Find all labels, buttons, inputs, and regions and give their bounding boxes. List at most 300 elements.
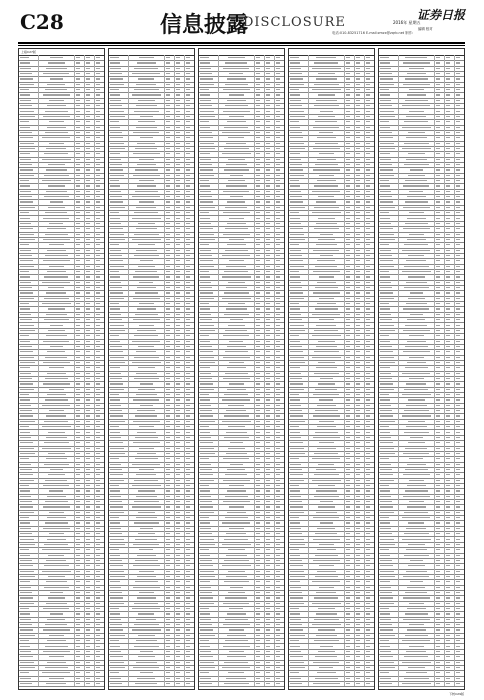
text-stroke xyxy=(76,255,80,256)
text-stroke xyxy=(44,276,68,277)
text-stroke xyxy=(140,383,153,384)
text-stroke xyxy=(200,212,209,213)
text-stroke xyxy=(96,522,100,523)
text-stroke xyxy=(20,239,35,240)
text-stroke xyxy=(176,480,180,481)
text-stroke xyxy=(276,191,280,192)
text-stroke xyxy=(186,357,190,358)
text-stroke xyxy=(186,207,190,208)
text-stroke xyxy=(276,373,280,374)
text-stroke xyxy=(200,169,213,170)
text-stroke xyxy=(86,175,90,176)
text-stroke xyxy=(276,212,280,213)
text-stroke xyxy=(110,180,119,181)
text-stroke xyxy=(136,228,157,229)
text-stroke xyxy=(76,603,80,604)
text-stroke xyxy=(76,629,80,630)
text-stroke xyxy=(43,218,69,219)
text-stroke xyxy=(110,169,123,170)
text-stroke xyxy=(266,276,270,277)
text-stroke xyxy=(86,159,90,160)
text-stroke xyxy=(200,405,211,406)
text-stroke xyxy=(110,239,125,240)
text-stroke xyxy=(230,442,243,443)
text-stroke xyxy=(276,148,280,149)
text-stroke xyxy=(225,330,247,331)
text-stroke xyxy=(186,672,190,673)
text-stroke xyxy=(86,474,90,475)
text-stroke xyxy=(276,89,280,90)
text-stroke xyxy=(20,367,30,368)
text-stroke xyxy=(110,383,123,384)
text-stroke xyxy=(110,196,122,197)
text-stroke xyxy=(96,357,100,358)
text-stroke xyxy=(110,367,120,368)
text-stroke xyxy=(186,68,190,69)
text-stroke xyxy=(166,651,170,652)
text-stroke xyxy=(136,496,157,497)
text-stroke xyxy=(276,357,280,358)
text-stroke xyxy=(50,613,64,614)
text-stroke xyxy=(76,437,80,438)
text-stroke xyxy=(76,175,80,176)
text-stroke xyxy=(76,464,80,465)
text-stroke xyxy=(137,555,155,556)
text-stroke xyxy=(200,314,211,315)
column-head: 上接C27版 xyxy=(19,49,104,56)
text-stroke xyxy=(166,239,170,240)
text-stroke xyxy=(166,196,170,197)
text-stroke xyxy=(76,357,80,358)
text-stroke xyxy=(76,485,80,486)
text-stroke xyxy=(20,651,31,652)
text-stroke xyxy=(226,453,248,454)
text-stroke xyxy=(226,287,247,288)
text-stroke xyxy=(227,389,247,390)
text-stroke xyxy=(110,191,121,192)
text-stroke xyxy=(200,490,210,491)
text-stroke xyxy=(228,282,244,283)
text-stroke xyxy=(166,683,170,684)
text-stroke xyxy=(96,651,100,652)
text-stroke xyxy=(200,415,213,416)
text-stroke xyxy=(110,565,123,566)
text-stroke xyxy=(200,367,210,368)
text-stroke xyxy=(176,137,180,138)
text-stroke xyxy=(266,373,270,374)
text-stroke xyxy=(166,453,170,454)
text-stroke xyxy=(46,415,66,416)
text-stroke xyxy=(266,464,270,465)
text-stroke xyxy=(86,442,90,443)
text-stroke xyxy=(176,432,180,433)
text-stroke xyxy=(166,635,170,636)
text-stroke xyxy=(47,250,66,251)
text-stroke xyxy=(76,164,80,165)
text-stroke xyxy=(256,292,260,293)
text-stroke xyxy=(96,619,100,620)
text-stroke xyxy=(76,635,80,636)
text-stroke xyxy=(176,410,180,411)
text-stroke xyxy=(20,159,31,160)
text-stroke xyxy=(133,587,160,588)
text-stroke xyxy=(176,592,180,593)
text-stroke xyxy=(76,292,80,293)
text-stroke xyxy=(49,100,63,101)
text-stroke xyxy=(20,629,33,630)
text-stroke xyxy=(222,255,250,256)
text-stroke xyxy=(227,346,245,347)
text-stroke xyxy=(186,94,190,95)
text-stroke xyxy=(20,565,33,566)
text-stroke xyxy=(229,116,244,117)
text-stroke xyxy=(86,84,90,85)
text-stroke xyxy=(96,191,100,192)
text-stroke xyxy=(20,132,32,133)
text-stroke xyxy=(256,474,260,475)
text-stroke xyxy=(96,57,100,58)
text-stroke xyxy=(110,496,121,497)
text-stroke xyxy=(139,201,155,202)
text-stroke xyxy=(20,415,33,416)
text-stroke xyxy=(166,255,170,256)
text-stroke xyxy=(276,73,280,74)
text-stroke xyxy=(76,426,80,427)
text-stroke xyxy=(20,308,30,309)
text-stroke xyxy=(186,121,190,122)
text-stroke xyxy=(110,544,125,545)
text-stroke xyxy=(266,303,270,304)
text-stroke xyxy=(176,597,180,598)
text-stroke xyxy=(176,330,180,331)
text-stroke xyxy=(186,137,190,138)
text-stroke xyxy=(200,383,213,384)
text-stroke xyxy=(96,335,100,336)
text-stroke xyxy=(256,378,260,379)
text-stroke xyxy=(49,678,65,679)
text-stroke xyxy=(200,78,213,79)
text-stroke xyxy=(134,255,159,256)
text-stroke xyxy=(166,394,170,395)
text-stroke xyxy=(110,164,122,165)
text-stroke xyxy=(110,351,123,352)
text-stroke xyxy=(110,480,124,481)
text-stroke xyxy=(96,137,100,138)
text-stroke xyxy=(200,116,215,117)
text-stroke xyxy=(256,105,260,106)
text-stroke xyxy=(76,341,80,342)
text-stroke xyxy=(276,255,280,256)
text-stroke xyxy=(176,576,180,577)
text-stroke xyxy=(86,646,90,647)
text-stroke xyxy=(86,100,90,101)
text-stroke xyxy=(186,250,190,251)
text-stroke xyxy=(44,464,69,465)
text-stroke xyxy=(86,683,90,684)
text-stroke xyxy=(176,335,180,336)
text-stroke xyxy=(86,613,90,614)
text-stroke xyxy=(176,159,180,160)
text-stroke xyxy=(20,207,35,208)
text-stroke xyxy=(44,175,69,176)
text-stroke xyxy=(76,276,80,277)
text-stroke xyxy=(47,539,67,540)
text-stroke xyxy=(110,335,119,336)
text-stroke xyxy=(166,282,170,283)
text-stroke xyxy=(76,662,80,663)
text-stroke xyxy=(186,175,190,176)
text-stroke xyxy=(110,207,125,208)
text-stroke xyxy=(135,148,157,149)
text-stroke xyxy=(110,394,119,395)
text-stroke xyxy=(86,78,90,79)
text-stroke xyxy=(227,201,245,202)
text-stroke xyxy=(96,453,100,454)
text-stroke xyxy=(256,458,260,459)
text-stroke xyxy=(135,415,157,416)
text-stroke xyxy=(186,373,190,374)
text-stroke xyxy=(176,442,180,443)
text-stroke xyxy=(176,683,180,684)
text-stroke xyxy=(86,260,90,261)
text-stroke xyxy=(138,100,155,101)
text-stroke xyxy=(176,469,180,470)
text-stroke xyxy=(176,250,180,251)
text-stroke xyxy=(176,191,180,192)
text-stroke xyxy=(49,533,64,534)
text-stroke xyxy=(186,662,190,663)
text-stroke xyxy=(46,314,67,315)
text-stroke xyxy=(20,191,31,192)
text-stroke xyxy=(266,132,270,133)
text-stroke xyxy=(266,410,270,411)
text-stroke xyxy=(20,164,32,165)
text-stroke xyxy=(166,153,170,154)
text-stroke xyxy=(96,432,100,433)
text-stroke xyxy=(110,132,122,133)
text-stroke xyxy=(200,228,213,229)
text-stroke xyxy=(230,175,243,176)
text-stroke xyxy=(96,351,100,352)
text-stroke xyxy=(110,571,124,572)
text-stroke xyxy=(47,517,66,518)
text-stroke xyxy=(96,169,100,170)
text-stroke xyxy=(223,234,250,235)
text-stroke xyxy=(186,587,190,588)
text-stroke xyxy=(200,485,209,486)
text-stroke xyxy=(139,57,154,58)
text-stroke xyxy=(76,148,80,149)
text-stroke xyxy=(86,608,90,609)
text-stroke xyxy=(110,250,121,251)
text-stroke xyxy=(166,292,170,293)
text-stroke xyxy=(176,169,180,170)
text-stroke xyxy=(96,164,100,165)
text-stroke xyxy=(166,576,170,577)
text-stroke xyxy=(166,351,170,352)
text-stroke xyxy=(110,111,124,112)
text-stroke xyxy=(186,485,190,486)
text-stroke xyxy=(110,159,121,160)
text-stroke xyxy=(96,185,100,186)
text-stroke xyxy=(76,244,80,245)
text-stroke xyxy=(186,490,190,491)
text-stroke xyxy=(276,292,280,293)
text-stroke xyxy=(200,148,215,149)
text-stroke xyxy=(229,341,243,342)
text-stroke xyxy=(46,437,67,438)
text-stroke xyxy=(20,78,33,79)
text-stroke xyxy=(20,437,31,438)
text-stroke xyxy=(96,544,100,545)
text-stroke xyxy=(200,62,210,63)
text-stroke xyxy=(96,105,100,106)
text-stroke xyxy=(256,383,260,384)
text-stroke xyxy=(46,292,66,293)
text-stroke xyxy=(110,89,119,90)
text-stroke xyxy=(76,212,80,213)
text-stroke xyxy=(20,485,29,486)
text-stroke xyxy=(49,367,63,368)
text-stroke xyxy=(96,223,100,224)
text-stroke xyxy=(256,159,260,160)
text-stroke xyxy=(110,512,124,513)
text-stroke xyxy=(200,180,209,181)
text-stroke xyxy=(200,287,212,288)
text-stroke xyxy=(46,169,67,170)
text-stroke xyxy=(166,474,170,475)
text-stroke xyxy=(20,314,31,315)
text-stroke xyxy=(96,576,100,577)
text-stroke xyxy=(225,351,248,352)
text-stroke xyxy=(200,207,215,208)
text-stroke xyxy=(256,335,260,336)
text-stroke xyxy=(96,405,100,406)
text-stroke xyxy=(266,223,270,224)
text-stroke xyxy=(176,175,180,176)
text-stroke xyxy=(86,624,90,625)
text-stroke xyxy=(76,410,80,411)
text-stroke xyxy=(76,378,80,379)
text-stroke xyxy=(176,244,180,245)
text-stroke xyxy=(166,68,170,69)
text-stroke xyxy=(46,683,66,684)
text-stroke xyxy=(223,458,249,459)
text-stroke xyxy=(200,389,214,390)
text-stroke xyxy=(137,678,155,679)
text-stroke xyxy=(256,298,260,299)
text-stroke xyxy=(266,330,270,331)
text-stroke xyxy=(166,180,170,181)
text-stroke xyxy=(110,244,119,245)
text-stroke xyxy=(96,78,100,79)
text-stroke xyxy=(225,207,247,208)
text-stroke xyxy=(166,432,170,433)
text-stroke xyxy=(176,662,180,663)
text-stroke xyxy=(135,191,159,192)
text-stroke xyxy=(49,223,63,224)
text-stroke xyxy=(166,485,170,486)
text-stroke xyxy=(276,485,280,486)
text-stroke xyxy=(256,341,260,342)
text-stroke xyxy=(176,608,180,609)
text-stroke xyxy=(200,89,209,90)
text-stroke xyxy=(110,153,120,154)
text-stroke xyxy=(76,667,80,668)
text-stroke xyxy=(166,319,170,320)
text-stroke xyxy=(86,62,90,63)
text-stroke xyxy=(227,78,245,79)
text-stroke xyxy=(86,244,90,245)
text-stroke xyxy=(276,244,280,245)
text-stroke xyxy=(256,239,260,240)
text-stroke xyxy=(186,330,190,331)
text-stroke xyxy=(137,185,156,186)
text-stroke xyxy=(86,228,90,229)
text-stroke xyxy=(266,341,270,342)
text-stroke xyxy=(186,394,190,395)
text-stroke xyxy=(20,116,35,117)
text-stroke xyxy=(200,346,212,347)
text-stroke xyxy=(200,153,210,154)
text-stroke xyxy=(110,415,123,416)
text-stroke xyxy=(96,207,100,208)
text-stroke xyxy=(200,218,210,219)
text-stroke xyxy=(49,121,64,122)
text-stroke xyxy=(20,624,32,625)
text-stroke xyxy=(166,619,170,620)
text-stroke xyxy=(176,549,180,550)
text-stroke xyxy=(166,207,170,208)
text-stroke xyxy=(86,480,90,481)
text-stroke xyxy=(110,260,123,261)
text-stroke xyxy=(229,260,245,261)
text-stroke xyxy=(200,143,214,144)
text-stroke xyxy=(226,432,247,433)
text-stroke xyxy=(166,185,170,186)
text-stroke xyxy=(86,453,90,454)
text-stroke xyxy=(186,571,190,572)
text-stroke xyxy=(276,341,280,342)
text-stroke xyxy=(96,325,100,326)
text-stroke xyxy=(166,549,170,550)
text-stroke xyxy=(256,421,260,422)
text-stroke xyxy=(76,587,80,588)
text-stroke xyxy=(96,234,100,235)
text-stroke xyxy=(48,453,65,454)
text-stroke xyxy=(96,469,100,470)
text-stroke xyxy=(266,180,270,181)
text-stroke xyxy=(256,453,260,454)
text-stroke xyxy=(266,325,270,326)
text-stroke xyxy=(20,100,31,101)
text-stroke xyxy=(110,576,125,577)
text-stroke xyxy=(86,367,90,368)
text-stroke xyxy=(200,298,214,299)
text-stroke xyxy=(86,346,90,347)
text-stroke xyxy=(48,207,66,208)
text-stroke xyxy=(96,239,100,240)
masthead-rule-thin xyxy=(18,45,465,46)
text-stroke xyxy=(200,250,211,251)
text-stroke xyxy=(110,624,122,625)
text-stroke xyxy=(266,228,270,229)
text-stroke xyxy=(20,539,34,540)
text-stroke xyxy=(229,239,244,240)
text-stroke xyxy=(276,143,280,144)
text-stroke xyxy=(96,378,100,379)
text-stroke xyxy=(20,373,31,374)
